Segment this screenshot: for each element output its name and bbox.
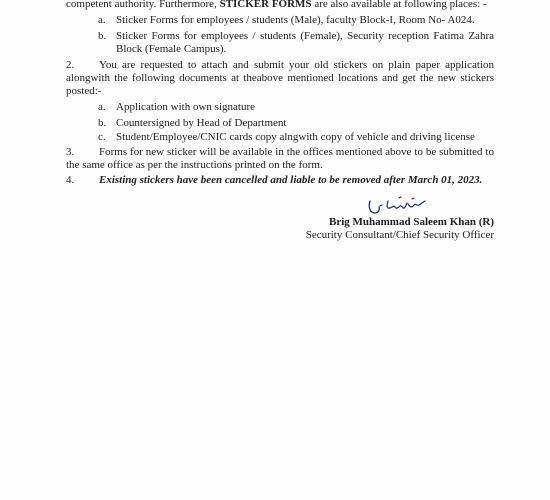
place-a-text: Sticker Forms for employees / students (Male), faculty Block-I, Room No- A024. <box>116 14 475 26</box>
para2-line2: alongwith the following documents at theabove mentioned locations and get the new stickers <box>66 72 494 84</box>
para3-number: 3. <box>66 146 75 158</box>
doc-c-marker: c. <box>98 131 106 143</box>
place-a-marker: a. <box>98 14 106 26</box>
para4-number: 4. <box>66 174 75 186</box>
doc-a-marker: a. <box>98 101 106 113</box>
para4-text: Existing stickers have been cancelled and liable to be removed after March 01, 2023. <box>99 174 483 186</box>
intro-line <box>66 0 487 11</box>
para2-line1: You are requested to attach and submit your old stickers on plain paper application <box>99 59 494 71</box>
place-b-marker: b. <box>98 30 107 42</box>
intro-line-after: are also available at following places: - <box>311 0 487 10</box>
para3-line2: the same office as per the instructions printed on the form. <box>66 159 323 171</box>
doc-a-text: Application with own signature <box>116 101 256 113</box>
sticker-forms-emphasis: STICKER FORMS <box>219 0 312 10</box>
signatory-designation: Security Consultant/Chief Security Officer <box>305 229 494 241</box>
place-b-line1: Sticker Forms for employees / students (Female), Security reception Fatima Zahra <box>116 30 494 42</box>
intro-line-before: competent authority. Furthermore, <box>66 0 220 10</box>
para3-line1: Forms for new sticker will be available in the offices mentioned above to be submitted to <box>99 146 494 158</box>
para2-line3: posted:- <box>66 85 102 97</box>
doc-b-text: Countersigned by Head of Department <box>116 117 287 129</box>
doc-b-marker: b. <box>98 117 107 129</box>
doc-c-text: Student/Employee/CNIC cards copy alngwith copy of vehicle and driving license <box>116 131 475 143</box>
para2-number: 2. <box>66 59 75 71</box>
place-b-line2: Block (Female Campus). <box>116 43 227 55</box>
signatory-name: Brig Muhammad Saleem Khan (R) <box>329 216 494 228</box>
